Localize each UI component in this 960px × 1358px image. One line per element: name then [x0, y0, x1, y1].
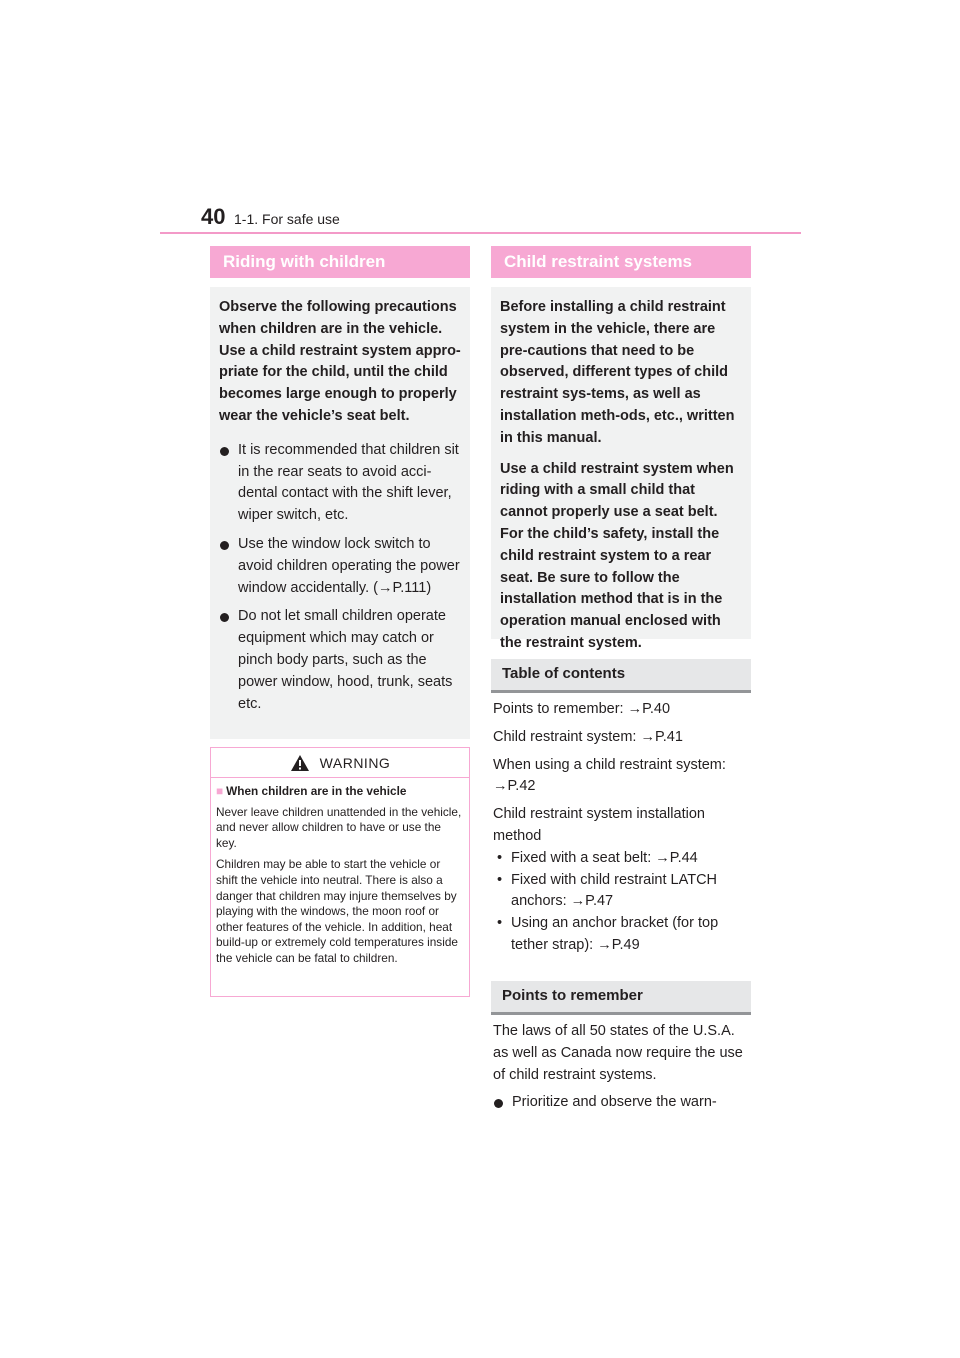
toc-link[interactable]: Child restraint system: →P.41 [493, 728, 683, 745]
table-of-contents-heading: Table of contents [491, 659, 751, 693]
list-item: Prioritize and observe the warn- [493, 1092, 751, 1114]
square-bullet-icon: ■ [216, 784, 224, 798]
toc-link[interactable]: Points to remember: →P.40 [493, 701, 671, 717]
bullet-dot-icon [220, 613, 229, 622]
warning-title: WARNING [319, 754, 391, 771]
band-title: Riding with children [223, 252, 386, 271]
warning-box [210, 747, 470, 997]
riding-with-children-band [210, 246, 470, 278]
list-item: Do not let small children operate equipment which may catch or pinch body parts, such as the power window, hood, trunk, seats etc. [219, 606, 461, 715]
warning-triangle-icon [290, 754, 310, 772]
riding-with-children-box [210, 287, 470, 739]
warning-paragraph: Children may be able to start the vehicle or shift the vehicle into neutral. There is also a danger that children may injure themselves by playing with the windows, the moon roof or other features of the vehicle. In addition, heat build-up or extremely cold temperatures inside the vehicle can be fatal to children. [216, 857, 458, 965]
warning-header [211, 748, 469, 778]
box-paragraph: Before installing a child restraint system in the vehicle, there are pre-cautions that need to be observed, different types of child restraint sys-tems, as well as installation meth-ods, etc., written in this manual. [500, 299, 735, 446]
table-of-contents [493, 699, 751, 957]
toc-link[interactable]: • Using an anchor bracket (for top tether strap): →P.49 [493, 913, 751, 957]
points-paragraph: The laws of all 50 states of the U.S.A. as well as Canada now require the use of child restraint systems. [493, 1023, 743, 1083]
child-restraint-systems-box [491, 287, 751, 651]
intro-text: Observe the following precautions when children are in the vehicle. Use a child restraint system appro-priate for the child, until the child becomes large enough to properly wear the vehicle’s seat belt. [219, 299, 461, 424]
page-number: 40 [201, 204, 226, 229]
list-item: Use the window lock switch to avoid children operating the power window accidentally. (→P.111) [219, 534, 461, 599]
toc-link[interactable]: • Fixed with child restraint LATCH anchors: →P.47 [493, 870, 751, 914]
bullet-dot-icon [220, 447, 229, 456]
warning-body [211, 778, 469, 967]
warning-subheading: ■ When children are in the vehicle [216, 784, 407, 798]
band-title: Child restraint systems [504, 252, 693, 271]
toc-link[interactable]: • Fixed with a seat belt: →P.44 [493, 848, 751, 870]
points-list [493, 1092, 751, 1114]
bullet-dot-icon [220, 541, 229, 550]
toc-sub-list [493, 848, 751, 957]
child-restraint-systems-band [491, 246, 751, 278]
header-rule [160, 232, 801, 234]
box-paragraph: Use a child restraint system when riding with a small child that cannot properly use a seat belt. For the child’s safety, install the child restraint system to a rear seat. Be sure to follow the installation method that is in the operation manual enclosed with the restraint system. [500, 460, 734, 651]
points-to-remember-body [493, 1021, 751, 1121]
points-to-remember-heading: Points to remember [491, 981, 751, 1015]
section-title: 1-1. For safe use [234, 211, 340, 227]
bullet-dot-icon [494, 1099, 503, 1108]
list-item: It is recommended that children sit in the rear seats to avoid acci-dental contact with the shift lever, wiper switch, etc. [219, 440, 461, 527]
toc-link[interactable]: When using a child restraint system: →P.42 [493, 756, 726, 795]
toc-item: Child restraint system installation method [493, 806, 705, 844]
precaution-list [219, 440, 461, 716]
warning-paragraph: Never leave children unattended in the vehicle, and never allow children to have or use the key. [216, 804, 462, 850]
